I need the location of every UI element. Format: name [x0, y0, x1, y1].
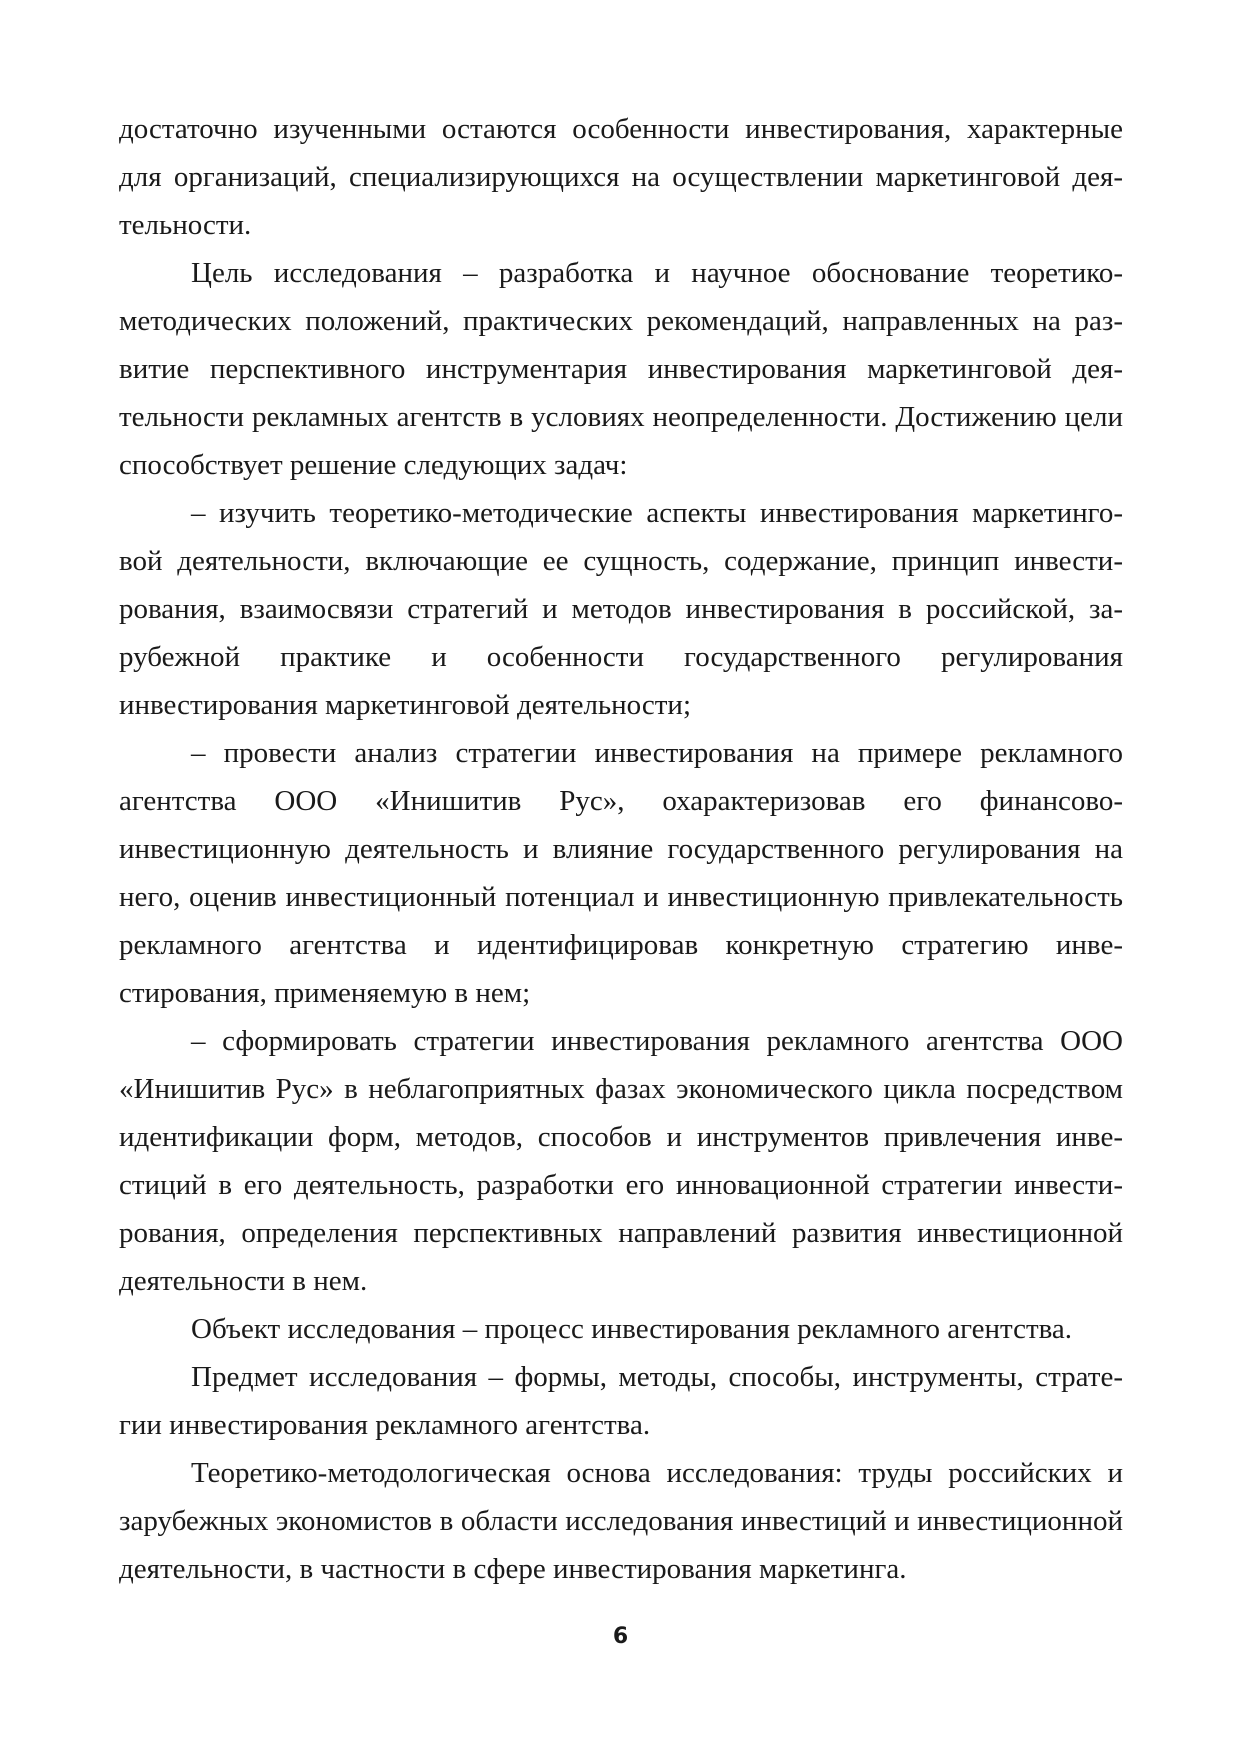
paragraph-research-goal: Цель исследования – разработка и научное обоснование теоретико-методических положений, практических рекомендаций, направленных на развитие перспективного инструментария инвестирования маркетинговой деятельности рекламных агентств в условиях неопределенности. Достижению цели способствует решение следующих задач:: [119, 257, 1123, 481]
paragraph-research-subject: Предмет исследования – формы, методы, способы, инструменты, стратегии инвестирования рекламного агентства.: [119, 1361, 1123, 1441]
page-body: [119, 105, 1123, 1593]
paragraph-task-2: – провести анализ стратегии инвестирования на примере рекламного агентства ООО «Инишитив Рус», охарактеризовав его финансово-инвестиционную деятельность и влияние государственного регулирования на него, оценив инвестиционный потенциал и инвестиционную привлекательность рекламного агентства и идентифицировав конкретную стратегию инвестирования, применяемую в нем;: [119, 737, 1123, 1009]
paragraph-research-object: Объект исследования – процесс инвестирования рекламного агентства.: [191, 1313, 1073, 1345]
page-number: 6: [612, 1624, 629, 1649]
paragraph-continuation: достаточно изученными остаются особенности инвестирования, характерные для организаций, специализирующихся на осуществлении маркетинговой деятельности.: [119, 113, 1123, 241]
paragraph-task-3: – сформировать стратегии инвестирования рекламного агентства ООО «Инишитив Рус» в неблагоприятных фазах экономического цикла посредством идентификации форм, методов, способов и инструментов привлечения инвестиций в его деятельность, разработки его инновационной стратегии инвестирования, определения перспективных направлений развития инвестиционной деятельности в нем.: [119, 1025, 1123, 1297]
paragraph-methodology: Теоретико-методологическая основа исследования: труды российских и зарубежных экономистов в области исследования инвестиций и инвестиционной деятельности, в частности в сфере инвестирования маркетинга.: [119, 1457, 1123, 1585]
paragraph-task-1: – изучить теоретико-методические аспекты инвестирования маркетинговой деятельности, включающие ее сущность, содержание, принцип инвестирования, взаимосвязи стратегий и методов инвестирования в российской, зарубежной практике и особенности государственного регулирования инвестирования маркетинговой деятельности;: [119, 497, 1123, 721]
